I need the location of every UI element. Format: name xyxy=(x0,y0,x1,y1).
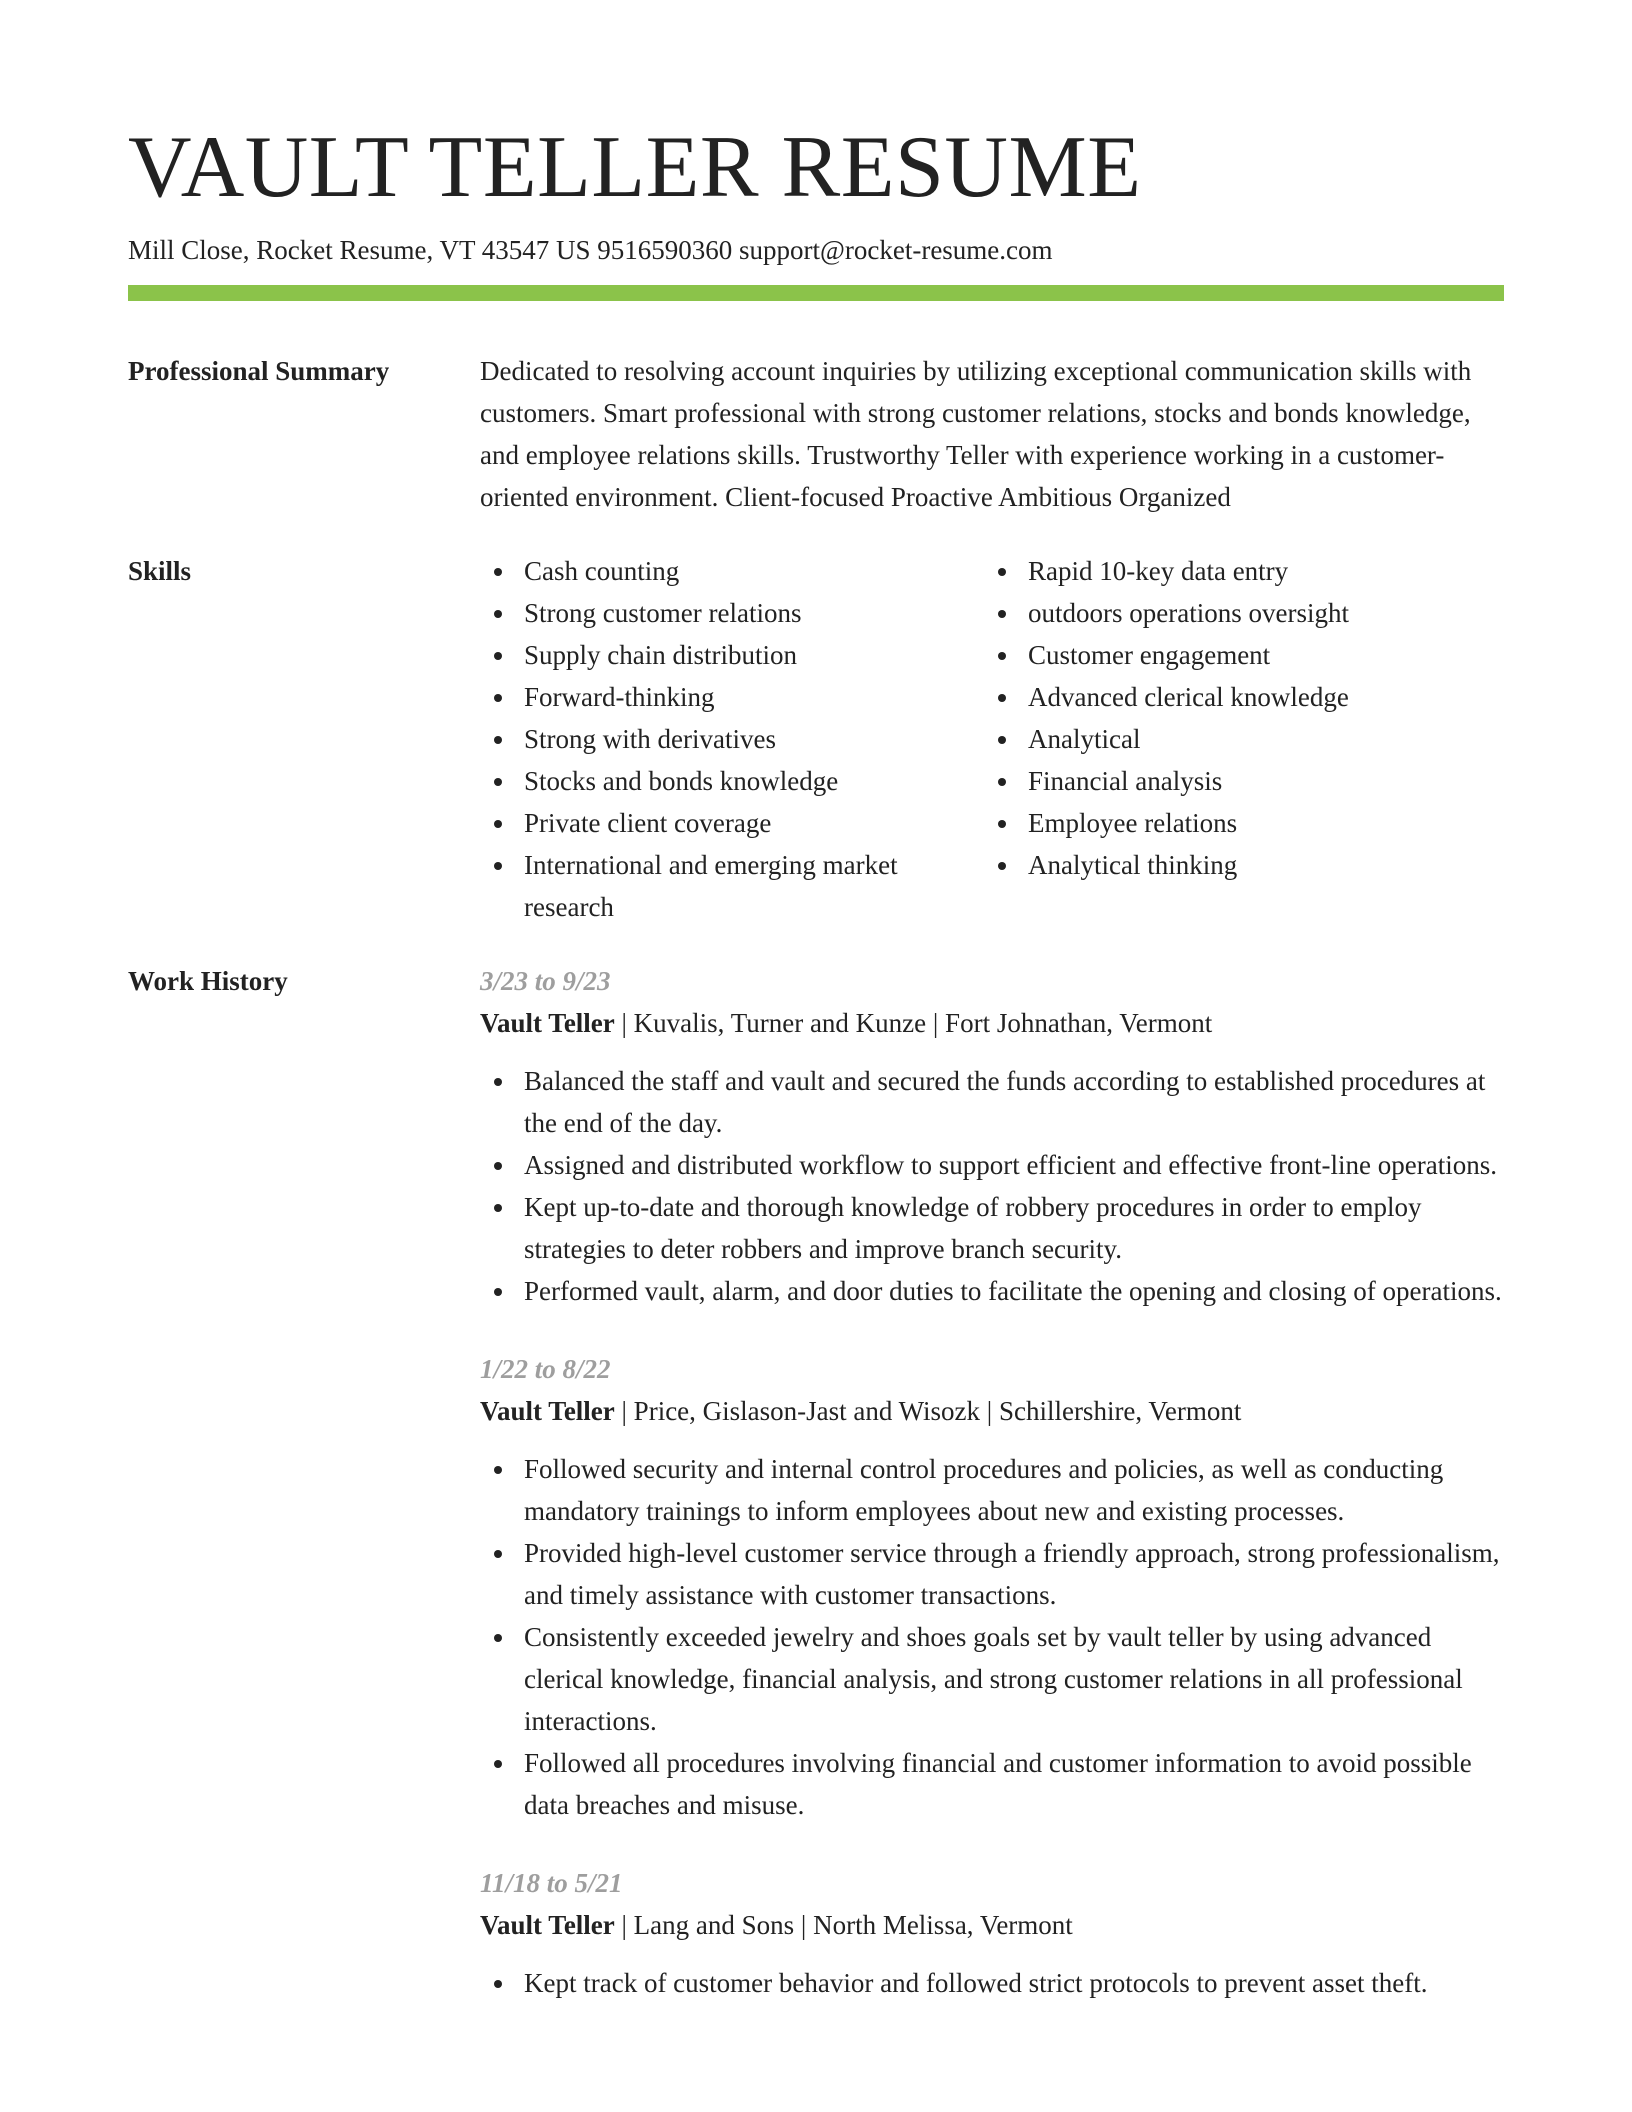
summary-label: Professional Summary xyxy=(128,356,390,386)
work-history-label: Work History xyxy=(128,966,288,996)
skill-item: Supply chain distribution xyxy=(480,634,960,676)
job-bullet: Consistently exceeded jewelry and shoes goals set by vault teller by using advanced clerical knowledge, financial analysis, and strong customer relations in all professional interactions. xyxy=(480,1616,1504,1742)
job-bullets xyxy=(480,1060,1504,1312)
skill-item: Analytical xyxy=(984,718,1484,760)
skill-item: Stocks and bonds knowledge xyxy=(480,760,960,802)
skill-item: Cash counting xyxy=(480,550,960,592)
skill-item: outdoors operations oversight xyxy=(984,592,1484,634)
job-entry xyxy=(480,1348,1504,1826)
skill-item: Private client coverage xyxy=(480,802,960,844)
job-details: | Price, Gislason-Jast and Wisozk | Schillershire, Vermont xyxy=(614,1396,1242,1426)
skill-item: Strong customer relations xyxy=(480,592,960,634)
skills-list-left xyxy=(480,550,960,928)
job-bullets xyxy=(480,1962,1504,2004)
summary-section xyxy=(480,350,1504,518)
header-divider xyxy=(128,285,1504,301)
job-details: | Lang and Sons | North Melissa, Vermont xyxy=(614,1910,1073,1940)
job-bullet: Kept track of customer behavior and followed strict protocols to prevent asset theft. xyxy=(480,1962,1504,2004)
skills-label: Skills xyxy=(128,556,192,586)
job-bullet: Balanced the staff and vault and secured the funds according to established procedures at the end of the day. xyxy=(480,1060,1504,1144)
contact-line: Mill Close, Rocket Resume, VT 43547 US 9516590360 support@rocket-resume.com xyxy=(128,235,1053,265)
skill-item: Analytical thinking xyxy=(984,844,1484,886)
skill-item: Employee relations xyxy=(984,802,1484,844)
job-title: Vault Teller xyxy=(480,1396,615,1426)
skill-item: Strong with derivatives xyxy=(480,718,960,760)
skills-list-right xyxy=(984,550,1484,886)
job-heading xyxy=(480,1904,1504,1946)
job-details: | Kuvalis, Turner and Kunze | Fort Johnathan, Vermont xyxy=(614,1008,1213,1038)
job-title: Vault Teller xyxy=(480,1910,615,1940)
job-dates: 3/23 to 9/23 xyxy=(480,966,611,996)
work-history-section xyxy=(480,960,1504,2040)
job-bullet: Kept up-to-date and thorough knowledge of robbery procedures in order to employ strategies to deter robbers and improve branch security. xyxy=(480,1186,1504,1270)
skill-item: Advanced clerical knowledge xyxy=(984,676,1484,718)
job-bullet: Provided high-level customer service through a friendly approach, strong professionalism, and timely assistance with customer transactions. xyxy=(480,1532,1504,1616)
skill-item: Financial analysis xyxy=(984,760,1484,802)
resume-title: VAULT TELLER RESUME xyxy=(128,119,1142,216)
job-bullet: Assigned and distributed workflow to support efficient and effective front-line operations. xyxy=(480,1144,1504,1186)
skill-item: Forward-thinking xyxy=(480,676,960,718)
job-heading xyxy=(480,1002,1504,1044)
job-dates: 11/18 to 5/21 xyxy=(480,1868,623,1898)
job-entry xyxy=(480,960,1504,1312)
job-dates: 1/22 to 8/22 xyxy=(480,1354,611,1384)
job-bullets xyxy=(480,1448,1504,1826)
job-bullet: Performed vault, alarm, and door duties to facilitate the opening and closing of operations. xyxy=(480,1270,1504,1312)
job-bullet: Followed all procedures involving financial and customer information to avoid possible data breaches and misuse. xyxy=(480,1742,1504,1826)
skill-item: International and emerging market research xyxy=(480,844,960,928)
skill-item: Rapid 10-key data entry xyxy=(984,550,1484,592)
skill-item: Customer engagement xyxy=(984,634,1484,676)
job-title: Vault Teller xyxy=(480,1008,615,1038)
summary-text: Dedicated to resolving account inquiries by utilizing exceptional communication skills with customers. Smart professional with strong customer relations, stocks and bonds knowledge, and employee relations skills. Trustworthy Teller with experience working in a customer-oriented environment. Client-focused Proactive Ambitious Organized xyxy=(480,356,1472,512)
job-bullet: Followed security and internal control procedures and policies, as well as conducting mandatory trainings to inform employees about new and existing processes. xyxy=(480,1448,1504,1532)
job-heading xyxy=(480,1390,1504,1432)
job-entry xyxy=(480,1862,1504,2004)
